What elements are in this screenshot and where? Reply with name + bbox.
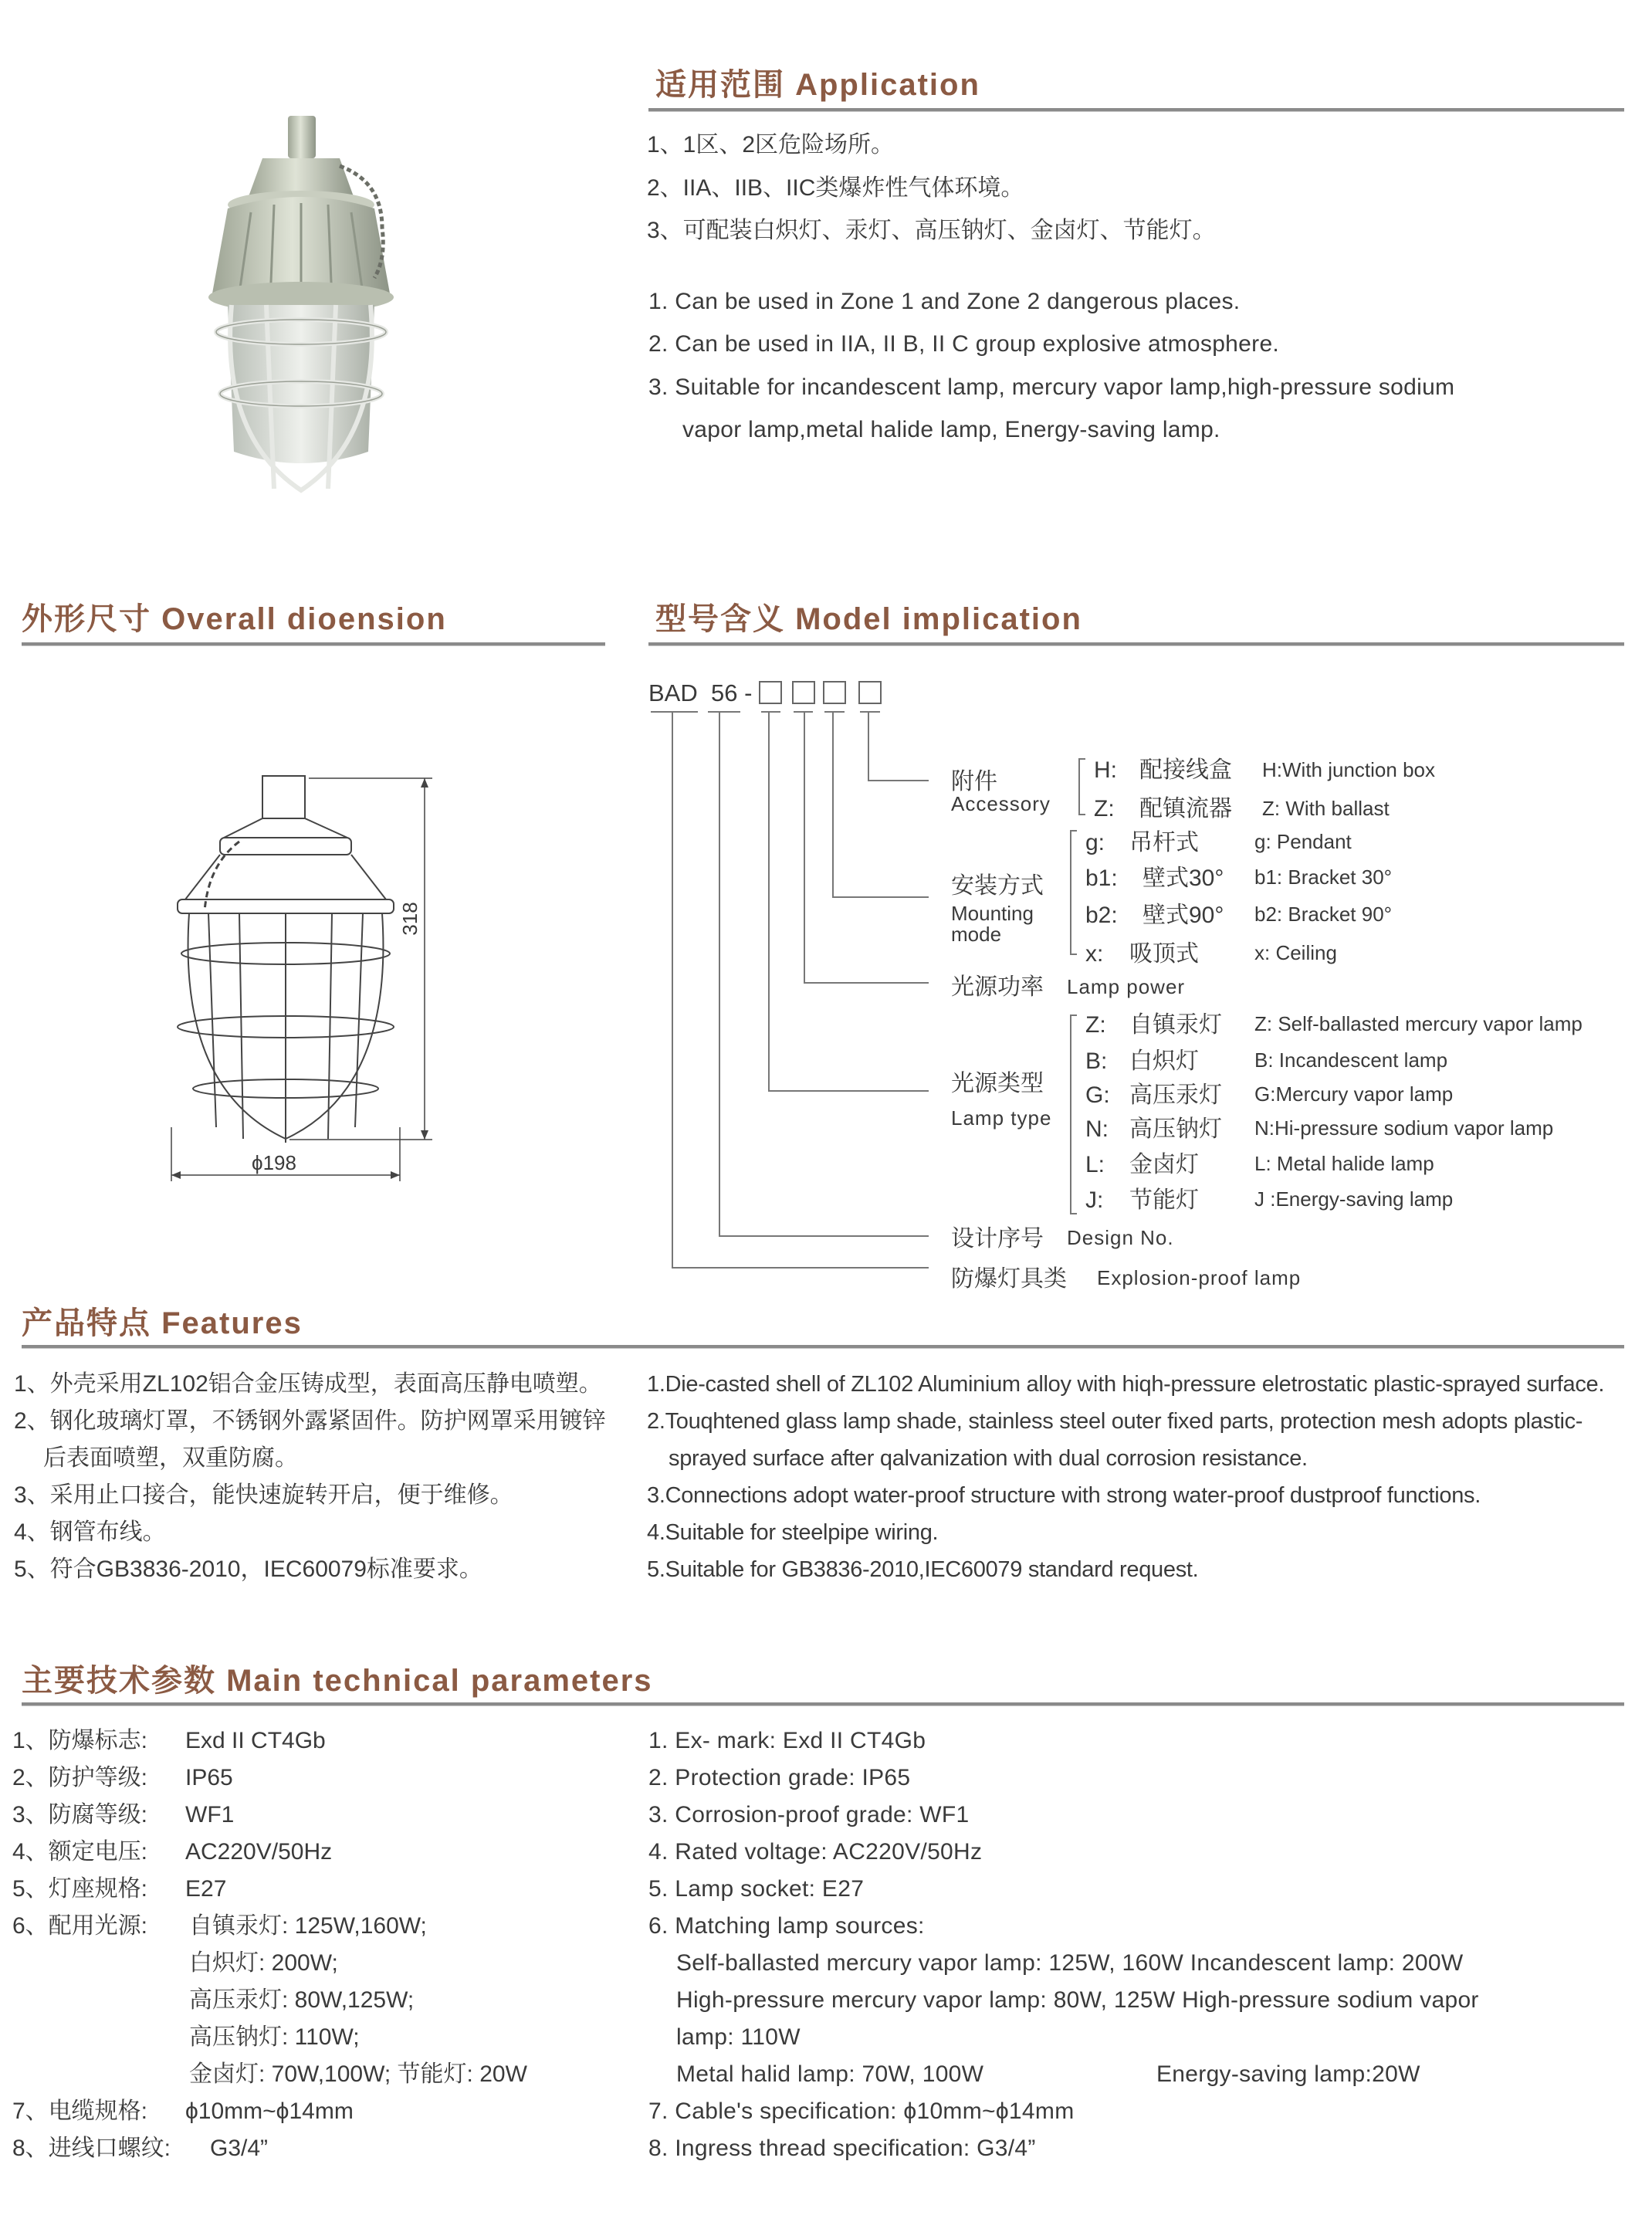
- parameter-en-item: 5. Lamp socket: E27: [648, 1876, 865, 1902]
- lamp-type-en: Z: Self-ballasted mercury vapor lamp: [1254, 1012, 1583, 1035]
- code-box-mounting: [824, 682, 845, 703]
- parameter-cn-value: ϕ10mm~ϕ14mm: [185, 2098, 354, 2124]
- lamp-type-cn: 高压钠灯: [1129, 1116, 1222, 1142]
- accessory-en: H:With junction box: [1262, 758, 1435, 781]
- parameter-cn-value: G3/4”: [210, 2136, 269, 2161]
- dimension-heading: 外形尺寸 Overall dioension: [22, 602, 447, 636]
- feature-en-item: 3.Connections adopt water-proof structure with strong water-proof dustproof functions.: [647, 1483, 1481, 1508]
- mounting-cn: 壁式90°: [1143, 903, 1224, 928]
- parameter-cn-value: 自镇汞灯: 125W,160W;: [189, 1913, 427, 1939]
- parameter-en-item: 2. Protection grade: IP65: [648, 1765, 911, 1790]
- parameter-cn-label: 7、电缆规格:: [12, 2098, 148, 2124]
- accessory-cn: 配镇流器: [1139, 796, 1232, 821]
- parameter-cn-value: WF1: [185, 1802, 235, 1827]
- model-code-series: 56 -: [711, 679, 753, 706]
- parameter-cn-value: 金卤灯: 70W,100W; 节能灯: 20W: [189, 2061, 527, 2087]
- parameter-cn-label: 6、配用光源:: [12, 1913, 148, 1939]
- category-label-cn: 防爆灯具类: [951, 1266, 1067, 1292]
- parameter-en-item: Metal halid lamp: 70W, 100W: [676, 2061, 984, 2087]
- model-heading: 型号含义 Model implication: [655, 602, 1082, 636]
- parameter-cn-value: IP65: [185, 1765, 233, 1790]
- mounting-cn: 壁式30°: [1143, 865, 1224, 891]
- parameter-en-item: 3. Corrosion-proof grade: WF1: [648, 1802, 970, 1827]
- lamp-type-en: B: Incandescent lamp: [1254, 1048, 1448, 1072]
- accessory-code: Z:: [1094, 796, 1115, 821]
- parameter-cn-value: AC220V/50Hz: [185, 1839, 333, 1865]
- parameter-cn-label: 1、防爆标志:: [12, 1728, 148, 1753]
- mounting-cn: 吸顶式: [1129, 941, 1199, 967]
- diameter-dimension-label: ϕ198: [252, 1151, 296, 1174]
- parameter-en-item: lamp: 110W: [676, 2024, 801, 2050]
- lamp-type-code: N:: [1085, 1116, 1109, 1142]
- application-cn-item: 3、可配装白炽灯、汞灯、高压钠灯、金卤灯、节能灯。: [647, 218, 1216, 243]
- features-rule: [22, 1345, 1624, 1349]
- mounting-en: g: Pendant: [1254, 830, 1352, 853]
- mounting-label-en: mode: [951, 923, 1002, 946]
- parameter-en-item: 4. Rated voltage: AC220V/50Hz: [648, 1839, 983, 1865]
- parameter-cn-value: 白炽灯: 200W;: [189, 1950, 338, 1976]
- accessory-code: H:: [1094, 757, 1117, 783]
- lamp-type-code: Z:: [1085, 1012, 1106, 1038]
- parameter-en-item: 7. Cable's specification: ϕ10mm~ϕ14mm: [648, 2098, 1075, 2124]
- mounting-code: g:: [1085, 830, 1105, 855]
- accessory-label-cn: 附件: [951, 769, 997, 794]
- feature-en-item: 2.Touqhtened glass lamp shade, stainless steel outer fixed parts, protection mesh adopts plastic-sprayed surface after qalvanization with dual corrosion resistance.: [647, 1409, 1583, 1471]
- application-cn-item: 2、IIA、IIB、IIC类爆炸性气体环境。: [647, 175, 1024, 201]
- mounting-en: b2: Bracket 90°: [1254, 903, 1393, 926]
- parameters-heading: 主要技术参数 Main technical parameters: [22, 1664, 653, 1698]
- parameters-rule: [22, 1702, 1624, 1706]
- feature-cn-item: 3、采用止口接合，能快速旋转开启，便于维修。: [14, 1482, 513, 1508]
- mounting-label-en: Mounting: [951, 902, 1034, 925]
- design-no-label-en: Design No.: [1067, 1226, 1174, 1249]
- parameter-cn-value: E27: [185, 1876, 227, 1902]
- lamp-type-cn: 白炽灯: [1129, 1048, 1199, 1074]
- lamp-type-cn: 金卤灯: [1129, 1152, 1199, 1177]
- mounting-en: x: Ceiling: [1254, 941, 1337, 964]
- lamp-type-en: N:Hi-pressure sodium vapor lamp: [1254, 1116, 1554, 1140]
- parameter-en-item: Self-ballasted mercury vapor lamp: 125W, 160W Incandescent lamp: 200W: [676, 1950, 1464, 1976]
- accessory-cn: 配接线盒: [1139, 757, 1232, 783]
- feature-cn-item: 5、符合GB3836-2010，IEC60079标准要求。: [14, 1556, 482, 1582]
- application-en-item: 1. Can be used in Zone 1 and Zone 2 dangerous places.: [648, 289, 1241, 314]
- mounting-code: b1:: [1085, 865, 1118, 891]
- accessory-en: Z: With ballast: [1262, 797, 1390, 820]
- lamp-type-label-cn: 光源类型: [951, 1071, 1044, 1096]
- lamp-type-code: L:: [1085, 1152, 1105, 1177]
- accessory-label-en: Accessory: [951, 792, 1051, 815]
- mounting-code: b2:: [1085, 903, 1118, 928]
- feature-cn-item: 4、钢管布线。: [14, 1519, 166, 1545]
- lamp-type-code: B:: [1085, 1048, 1108, 1074]
- parameter-en-item: 8. Ingress thread specification: G3/4”: [648, 2136, 1036, 2161]
- feature-en-item: 5.Suitable for GB3836-2010,IEC60079 standard request.: [647, 1557, 1199, 1582]
- lamp-type-label-en: Lamp type: [951, 1106, 1052, 1130]
- feature-cn-item: 1、外壳采用ZL102铝合金压铸成型，表面高压静电喷塑。: [14, 1371, 602, 1397]
- parameter-cn-value: 高压钠灯: 110W;: [189, 2024, 360, 2050]
- feature-en-item: 4.Suitable for steelpipe wiring.: [647, 1520, 939, 1545]
- lamp-type-cn: 高压汞灯: [1129, 1082, 1222, 1108]
- application-heading: 适用范围 Application: [655, 68, 980, 102]
- application-en-item: 2. Can be used in IIA, II B, II C group explosive atmosphere.: [648, 331, 1280, 357]
- application-cn-item: 1、1区、2区危险场所。: [647, 132, 895, 158]
- design-no-label-cn: 设计序号: [951, 1226, 1044, 1252]
- mounting-cn: 吊杆式: [1129, 830, 1199, 855]
- lamp-type-en: L: Metal halide lamp: [1254, 1152, 1434, 1175]
- parameter-cn-value: Exd II CT4Gb: [185, 1728, 326, 1753]
- parameter-en-item: 1. Ex- mark: Exd II CT4Gb: [648, 1728, 926, 1753]
- code-box-lamp-power: [793, 682, 814, 703]
- feature-en-item: 1.Die-casted shell of ZL102 Aluminium alloy with hiqh-pressure eletrostatic plastic-sprayed surface.: [647, 1372, 1605, 1397]
- lamp-type-code: J:: [1085, 1187, 1104, 1213]
- lamp-type-en: G:Mercury vapor lamp: [1254, 1082, 1454, 1106]
- feature-cn-item: 2、钢化玻璃灯罩，不锈钢外露紧固件。防护网罩采用镀锌后表面喷塑，双重防腐。: [14, 1408, 606, 1471]
- application-en-item: vapor lamp,metal halide lamp, Energy-saving lamp.: [682, 417, 1220, 442]
- code-box-lamp-type: [760, 682, 781, 703]
- lamp-power-label-en: Lamp power: [1067, 975, 1186, 998]
- parameter-en-item: High-pressure mercury vapor lamp: 80W, 125W High-pressure sodium vapor: [676, 1987, 1479, 2013]
- parameter-cn-label: 5、灯座规格:: [12, 1876, 148, 1902]
- features-cn-list: [14, 1366, 608, 1588]
- parameter-cn-label: 8、进线口螺纹:: [12, 2136, 171, 2161]
- parameter-en-energy-saving: Energy-saving lamp:20W: [1156, 2061, 1420, 2087]
- lamp-type-en: J :Energy-saving lamp: [1254, 1187, 1454, 1211]
- features-en-list: [647, 1366, 1650, 1588]
- features-heading: 产品特点 Features: [22, 1306, 303, 1340]
- parameter-en-item: 6. Matching lamp sources:: [648, 1913, 925, 1939]
- parameter-cn-label: 4、额定电压:: [12, 1839, 148, 1865]
- parameter-cn-label: 2、防护等级:: [12, 1765, 148, 1790]
- lamp-type-cn: 自镇汞灯: [1129, 1012, 1222, 1038]
- code-box-accessory: [859, 682, 881, 703]
- model-code-prefix: BAD: [648, 679, 698, 706]
- mounting-label-cn: 安装方式: [951, 873, 1044, 899]
- category-label-en: Explosion-proof lamp: [1097, 1266, 1302, 1289]
- parameter-cn-label: 3、防腐等级:: [12, 1802, 148, 1827]
- lamp-power-label-cn: 光源功率: [951, 974, 1044, 1000]
- mounting-en: b1: Bracket 30°: [1254, 865, 1393, 889]
- parameter-cn-value: 高压汞灯: 80W,125W;: [189, 1987, 415, 2013]
- application-en-item: 3. Suitable for incandescent lamp, mercury vapor lamp,high-pressure sodium: [648, 374, 1455, 400]
- lamp-type-cn: 节能灯: [1129, 1187, 1199, 1213]
- lamp-type-code: G:: [1085, 1082, 1110, 1108]
- mounting-code: x:: [1085, 941, 1104, 967]
- height-dimension-label: 318: [398, 902, 421, 936]
